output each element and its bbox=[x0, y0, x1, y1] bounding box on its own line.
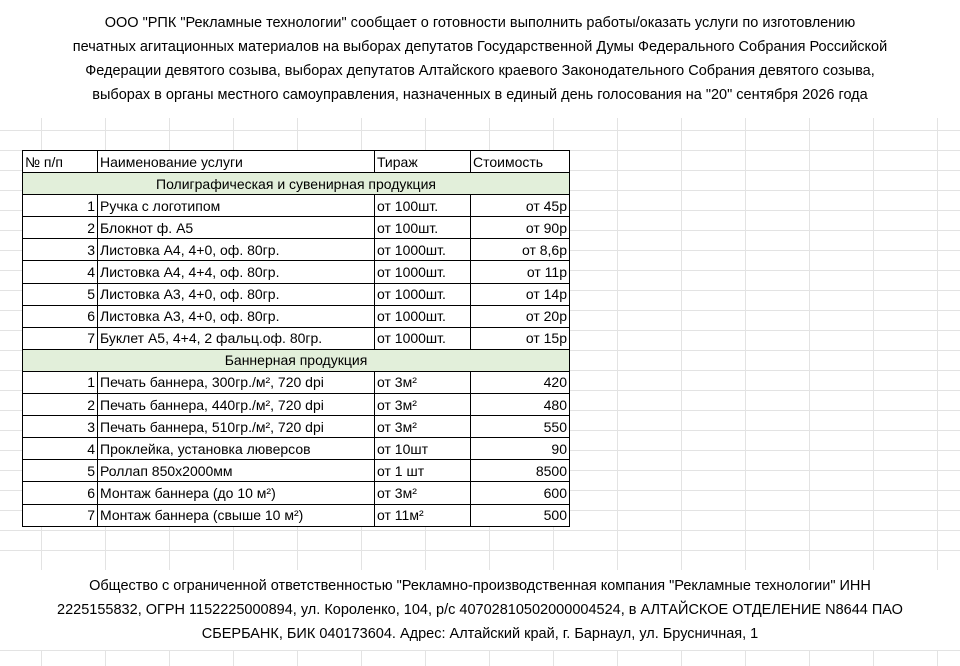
section-title[interactable]: Баннерная продукция bbox=[23, 349, 570, 371]
table-row bbox=[23, 504, 570, 526]
cell-quantity[interactable]: от 1000шт. bbox=[375, 261, 471, 283]
cell-price[interactable]: от 15р bbox=[471, 327, 570, 349]
header-line: ООО "РПК "Рекламные технологии" сообщает о готовности выполнить работы/оказать услуги по изготовлению bbox=[104, 15, 856, 31]
footer-line: СБЕРБАНК, БИК 040173604. Адрес: Алтайский край, г. Барнаул, ул. Брусничная, 1 bbox=[201, 626, 759, 642]
cell-quantity[interactable]: от 1000шт. bbox=[375, 327, 471, 349]
cell-number[interactable]: 1 bbox=[23, 195, 98, 217]
cell-price[interactable]: 500 bbox=[471, 504, 570, 526]
cell-quantity[interactable]: от 100шт. bbox=[375, 195, 471, 217]
table-row bbox=[23, 327, 570, 349]
table-row bbox=[23, 394, 570, 416]
cell-number[interactable]: 7 bbox=[23, 504, 98, 526]
column-header-price[interactable]: Стоимость bbox=[471, 151, 570, 173]
cell-number[interactable]: 7 bbox=[23, 327, 98, 349]
table-row bbox=[23, 239, 570, 261]
cell-price[interactable]: 420 bbox=[471, 371, 570, 393]
header-line: Федерации девятого созыва, выборах депутатов Алтайского краевого Законодательного Собрания девятого созыва, bbox=[85, 63, 875, 79]
table-row bbox=[23, 482, 570, 504]
cell-price[interactable]: от 14р bbox=[471, 283, 570, 305]
cell-price[interactable]: 90 bbox=[471, 438, 570, 460]
cell-quantity[interactable]: от 1000шт. bbox=[375, 305, 471, 327]
footer-line: Общество с ограниченной ответственностью "Рекламно-производственная компания "Рекламные технологии" ИНН bbox=[89, 578, 871, 594]
cell-service[interactable]: Печать баннера, 300гр./м², 720 dpi bbox=[98, 371, 375, 393]
cell-number[interactable]: 2 bbox=[23, 394, 98, 416]
cell-price[interactable]: 8500 bbox=[471, 460, 570, 482]
cell-number[interactable]: 5 bbox=[23, 460, 98, 482]
footer-text-block bbox=[0, 570, 960, 650]
cell-quantity[interactable]: от 11м² bbox=[375, 504, 471, 526]
cell-service[interactable]: Листовка А4, 4+4, оф. 80гр. bbox=[98, 261, 375, 283]
cell-service[interactable]: Буклет А5, 4+4, 2 фальц.оф. 80гр. bbox=[98, 327, 375, 349]
cell-quantity[interactable]: от 1000шт. bbox=[375, 283, 471, 305]
section-title[interactable]: Полиграфическая и сувенирная продукция bbox=[23, 173, 570, 195]
section-row-banners bbox=[23, 349, 570, 371]
cell-quantity[interactable]: от 1 шт bbox=[375, 460, 471, 482]
cell-service[interactable]: Монтаж баннера (свыше 10 м²) bbox=[98, 504, 375, 526]
cell-quantity[interactable]: от 3м² bbox=[375, 371, 471, 393]
table-row bbox=[23, 416, 570, 438]
cell-price[interactable]: от 90р bbox=[471, 217, 570, 239]
table-row bbox=[23, 460, 570, 482]
cell-number[interactable]: 5 bbox=[23, 283, 98, 305]
cell-price[interactable]: от 11р bbox=[471, 261, 570, 283]
table-row bbox=[23, 261, 570, 283]
cell-quantity[interactable]: от 3м² bbox=[375, 394, 471, 416]
column-header-quantity[interactable]: Тираж bbox=[375, 151, 471, 173]
cell-service[interactable]: Листовка А3, 4+0, оф. 80гр. bbox=[98, 305, 375, 327]
table-row bbox=[23, 438, 570, 460]
cell-number[interactable]: 3 bbox=[23, 416, 98, 438]
cell-service[interactable]: Монтаж баннера (до 10 м²) bbox=[98, 482, 375, 504]
price-table bbox=[22, 150, 570, 527]
cell-price[interactable]: 550 bbox=[471, 416, 570, 438]
cell-price[interactable]: от 20р bbox=[471, 305, 570, 327]
cell-quantity[interactable]: от 100шт. bbox=[375, 217, 471, 239]
table-row bbox=[23, 371, 570, 393]
cell-number[interactable]: 1 bbox=[23, 371, 98, 393]
footer-line: 2225155832, ОГРН 1152225000894, ул. Короленко, 104, р/с 40702810502000004524, в АЛТАЙСКОЕ ОТДЕЛЕНИЕ N8644 ПАО bbox=[57, 602, 903, 618]
cell-price[interactable]: от 8,6р bbox=[471, 239, 570, 261]
cell-number[interactable]: 2 bbox=[23, 217, 98, 239]
table-row bbox=[23, 195, 570, 217]
cell-service[interactable]: Листовка А4, 4+0, оф. 80гр. bbox=[98, 239, 375, 261]
table-row bbox=[23, 283, 570, 305]
cell-quantity[interactable]: от 1000шт. bbox=[375, 239, 471, 261]
cell-service[interactable]: Листовка А3, 4+0, оф. 80гр. bbox=[98, 283, 375, 305]
column-header-service[interactable]: Наименование услуги bbox=[98, 151, 375, 173]
cell-number[interactable]: 4 bbox=[23, 261, 98, 283]
cell-service[interactable]: Роллап 850х2000мм bbox=[98, 460, 375, 482]
cell-quantity[interactable]: от 10шт bbox=[375, 438, 471, 460]
cell-price[interactable]: 600 bbox=[471, 482, 570, 504]
header-line: печатных агитационных материалов на выборах депутатов Государственной Думы Федерального Собрания Российской bbox=[72, 39, 888, 55]
cell-price[interactable]: от 45р bbox=[471, 195, 570, 217]
cell-service[interactable]: Ручка с логотипом bbox=[98, 195, 375, 217]
cell-number[interactable]: 4 bbox=[23, 438, 98, 460]
column-header-number[interactable]: № п/п bbox=[23, 151, 98, 173]
cell-number[interactable]: 6 bbox=[23, 305, 98, 327]
table-row bbox=[23, 305, 570, 327]
header-text-block bbox=[0, 0, 960, 118]
cell-number[interactable]: 3 bbox=[23, 239, 98, 261]
table-row bbox=[23, 217, 570, 239]
cell-service[interactable]: Блокнот ф. А5 bbox=[98, 217, 375, 239]
cell-quantity[interactable]: от 3м² bbox=[375, 482, 471, 504]
section-row-printing bbox=[23, 173, 570, 195]
cell-number[interactable]: 6 bbox=[23, 482, 98, 504]
table-header-row bbox=[23, 151, 570, 173]
cell-service[interactable]: Печать баннера, 440гр./м², 720 dpi bbox=[98, 394, 375, 416]
cell-price[interactable]: 480 bbox=[471, 394, 570, 416]
cell-quantity[interactable]: от 3м² bbox=[375, 416, 471, 438]
cell-service[interactable]: Проклейка, установка люверсов bbox=[98, 438, 375, 460]
cell-service[interactable]: Печать баннера, 510гр./м², 720 dpi bbox=[98, 416, 375, 438]
header-line: выборах в органы местного самоуправления, назначенных в единый день голосования на "20" сентября 2026 года bbox=[92, 87, 868, 103]
